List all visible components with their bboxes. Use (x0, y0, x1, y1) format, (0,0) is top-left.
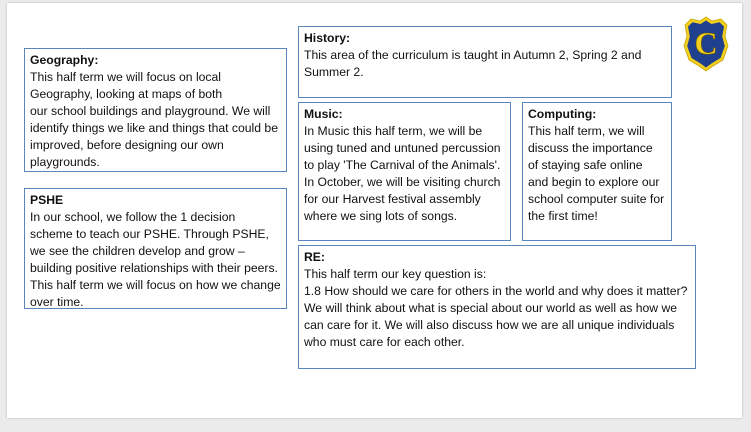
school-crest-logo (683, 16, 729, 72)
re-heading: RE: (304, 250, 325, 264)
music-box (298, 102, 511, 241)
history-box (298, 26, 672, 98)
history-text: This area of the curriculum is taught in Autumn 2, Spring 2 and Summer 2. (304, 48, 642, 79)
pshe-text: In our school, we follow the 1 decision scheme to teach our PSHE. Through PSHE, we see the children develop and grow – building positive relationships with their peers. This half term we will focus on how we change over time. (30, 210, 281, 309)
re-text: This half term our key question is: 1.8 How should we care for others in the world and why does it matter? We will think about what is special about our world as well as how we can care for it. We will also discuss how we are all unique individuals who must care for each other. (304, 267, 688, 349)
computing-box (522, 102, 672, 241)
geography-heading: Geography: (30, 53, 99, 67)
music-text: In Music this half term, we will be using tuned and untuned percussion to play 'The Carnival of the Animals'. In October, we will be visiting church for our Harvest festival assembly where we sing lots of songs. (304, 124, 501, 223)
geography-text: This half term we will focus on local Geography, looking at maps of both our school buildings and playground. We will identify things we like and things that could be improved, before designing our own playgrounds. (30, 70, 278, 169)
history-heading: History: (304, 31, 351, 45)
slide (7, 3, 742, 418)
music-heading: Music: (304, 107, 343, 121)
pshe-box (24, 188, 287, 309)
geography-box (24, 48, 287, 172)
pshe-heading: PSHE (30, 193, 64, 207)
computing-heading: Computing: (528, 107, 597, 121)
re-box (298, 245, 696, 369)
computing-text: This half term, we will discuss the importance of staying safe online and begin to explore our school computer suite for the first time! (528, 124, 665, 223)
crest-letter: C (694, 25, 718, 61)
